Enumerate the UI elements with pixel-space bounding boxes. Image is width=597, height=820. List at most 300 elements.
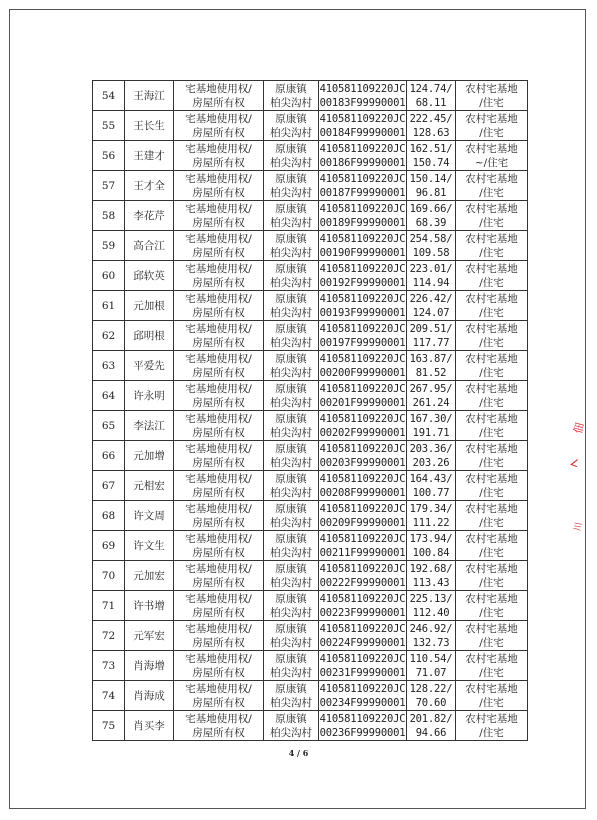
- usage-line: /住宅: [479, 636, 504, 649]
- usage-line: 农村宅基地: [465, 82, 518, 95]
- usage-line: /住宅: [479, 246, 504, 259]
- right-type-line: 房屋所有权: [192, 366, 245, 379]
- location-line: 原康镇: [275, 682, 307, 695]
- right-type-cell: [174, 171, 264, 201]
- row-number-cell: 63: [93, 351, 125, 381]
- owner-name-cell: 许永明: [125, 381, 174, 411]
- usage-line: 农村宅基地: [465, 412, 518, 425]
- table-row: [93, 441, 528, 471]
- unit-code-cell: [319, 471, 407, 501]
- unit-code-cell: [319, 261, 407, 291]
- area-line: 81.52: [415, 366, 447, 379]
- location-cell: [264, 231, 319, 261]
- usage-line: /住宅: [479, 546, 504, 559]
- unit-code-line: 410581109220JC: [319, 112, 406, 125]
- row-number-cell: 61: [93, 291, 125, 321]
- table-row: [93, 201, 528, 231]
- right-type-line: 房屋所有权: [192, 606, 245, 619]
- location-line: 原康镇: [275, 502, 307, 515]
- right-type-line: 房屋所有权: [192, 126, 245, 139]
- unit-code-line: 410581109220JC: [319, 652, 406, 665]
- right-type-cell: [174, 471, 264, 501]
- location-line: 柏尖沟村: [270, 486, 312, 499]
- area-cell: [407, 471, 456, 501]
- area-line: 100.84: [412, 546, 450, 559]
- usage-cell: [456, 711, 528, 741]
- property-registry-table: [92, 80, 528, 741]
- unit-code-cell: [319, 621, 407, 651]
- table-row: [93, 81, 528, 111]
- right-type-line: 宅基地使用权/: [185, 322, 252, 335]
- table-row: [93, 411, 528, 441]
- unit-code-cell: [319, 201, 407, 231]
- area-line: 150.14/: [409, 172, 453, 185]
- location-line: 原康镇: [275, 442, 307, 455]
- area-line: 111.22: [412, 516, 450, 529]
- usage-line: 农村宅基地: [465, 202, 518, 215]
- location-line: 原康镇: [275, 652, 307, 665]
- usage-line: /住宅: [479, 96, 504, 109]
- page-number: 4 / 6: [288, 748, 309, 758]
- unit-code-line: 00224F99990001: [319, 636, 406, 649]
- location-line: 原康镇: [275, 592, 307, 605]
- unit-code-line: 00203F99990001: [319, 456, 406, 469]
- right-type-line: 宅基地使用权/: [185, 112, 252, 125]
- area-line: 173.94/: [409, 532, 453, 545]
- location-line: 柏尖沟村: [270, 726, 312, 739]
- location-line: 柏尖沟村: [270, 246, 312, 259]
- location-line: 柏尖沟村: [270, 426, 312, 439]
- unit-code-line: 00197F99990001: [319, 336, 406, 349]
- row-number-cell: 75: [93, 711, 125, 741]
- row-number-cell: 62: [93, 321, 125, 351]
- location-line: 柏尖沟村: [270, 306, 312, 319]
- area-cell: [407, 591, 456, 621]
- area-cell: [407, 111, 456, 141]
- row-number-cell: 66: [93, 441, 125, 471]
- unit-code-cell: [319, 591, 407, 621]
- row-number-cell: 60: [93, 261, 125, 291]
- usage-line: 农村宅基地: [465, 232, 518, 245]
- usage-line: 农村宅基地: [465, 172, 518, 185]
- usage-line: /住宅: [479, 666, 504, 679]
- location-cell: [264, 711, 319, 741]
- usage-line: 农村宅基地: [465, 652, 518, 665]
- location-cell: [264, 291, 319, 321]
- location-line: 柏尖沟村: [270, 336, 312, 349]
- unit-code-cell: [319, 561, 407, 591]
- location-line: 原康镇: [275, 382, 307, 395]
- right-type-cell: [174, 621, 264, 651]
- owner-name-cell: 肖海增: [125, 651, 174, 681]
- owner-name-cell: 邱明根: [125, 321, 174, 351]
- area-line: 163.87/: [409, 352, 453, 365]
- location-line: 柏尖沟村: [270, 606, 312, 619]
- unit-code-line: 00187F99990001: [319, 186, 406, 199]
- right-type-line: 宅基地使用权/: [185, 292, 252, 305]
- table-row: [93, 231, 528, 261]
- area-line: 246.92/: [409, 622, 453, 635]
- unit-code-line: 410581109220JC: [319, 142, 406, 155]
- owner-name-cell: 王才全: [125, 171, 174, 201]
- area-line: 94.66: [415, 726, 447, 739]
- usage-cell: [456, 201, 528, 231]
- usage-line: 农村宅基地: [465, 622, 518, 635]
- unit-code-line: 410581109220JC: [319, 202, 406, 215]
- location-cell: [264, 651, 319, 681]
- table-row: [93, 621, 528, 651]
- owner-name-cell: 肖买李: [125, 711, 174, 741]
- location-line: 柏尖沟村: [270, 516, 312, 529]
- unit-code-line: 410581109220JC: [319, 562, 406, 575]
- table-row: [93, 141, 528, 171]
- unit-code-line: 00189F99990001: [319, 216, 406, 229]
- area-cell: [407, 531, 456, 561]
- unit-code-line: 00222F99990001: [319, 576, 406, 589]
- usage-line: /住宅: [479, 336, 504, 349]
- row-number-cell: 57: [93, 171, 125, 201]
- right-type-cell: [174, 321, 264, 351]
- location-line: 柏尖沟村: [270, 276, 312, 289]
- owner-name-cell: 王海江: [125, 81, 174, 111]
- area-line: 164.43/: [409, 472, 453, 485]
- unit-code-cell: [319, 231, 407, 261]
- right-type-line: 宅基地使用权/: [185, 682, 252, 695]
- owner-name-cell: 肖海成: [125, 681, 174, 711]
- unit-code-line: 410581109220JC: [319, 382, 406, 395]
- unit-code-line: 00190F99990001: [319, 246, 406, 259]
- location-cell: [264, 141, 319, 171]
- unit-code-line: 00209F99990001: [319, 516, 406, 529]
- unit-code-line: 00231F99990001: [319, 666, 406, 679]
- area-line: 128.63: [412, 126, 450, 139]
- location-line: 原康镇: [275, 112, 307, 125]
- area-line: 109.58: [412, 246, 450, 259]
- table-row: [93, 591, 528, 621]
- location-cell: [264, 261, 319, 291]
- usage-line: 农村宅基地: [465, 562, 518, 575]
- area-line: 112.40: [412, 606, 450, 619]
- location-line: 柏尖沟村: [270, 636, 312, 649]
- usage-line: ~/住宅: [474, 156, 509, 169]
- area-line: 203.36/: [409, 442, 453, 455]
- location-cell: [264, 681, 319, 711]
- usage-cell: [456, 681, 528, 711]
- table-row: [93, 471, 528, 501]
- area-cell: [407, 561, 456, 591]
- table-row: [93, 111, 528, 141]
- area-cell: [407, 441, 456, 471]
- owner-name-cell: 许文生: [125, 531, 174, 561]
- area-line: 167.30/: [409, 412, 453, 425]
- table-row: [93, 351, 528, 381]
- unit-code-cell: [319, 411, 407, 441]
- location-line: 柏尖沟村: [270, 216, 312, 229]
- area-line: 150.74: [412, 156, 450, 169]
- unit-code-cell: [319, 531, 407, 561]
- unit-code-line: 00223F99990001: [319, 606, 406, 619]
- owner-name-cell: 元相宏: [125, 471, 174, 501]
- right-type-line: 宅基地使用权/: [185, 412, 252, 425]
- area-cell: [407, 81, 456, 111]
- unit-code-line: 00202F99990001: [319, 426, 406, 439]
- area-line: 71.07: [415, 666, 447, 679]
- unit-code-line: 410581109220JC: [319, 172, 406, 185]
- right-type-line: 房屋所有权: [192, 426, 245, 439]
- area-cell: [407, 411, 456, 441]
- area-line: 225.13/: [409, 592, 453, 605]
- area-cell: [407, 231, 456, 261]
- area-line: 254.58/: [409, 232, 453, 245]
- location-cell: [264, 531, 319, 561]
- area-line: 124.07: [412, 306, 450, 319]
- usage-line: 农村宅基地: [465, 382, 518, 395]
- usage-line: 农村宅基地: [465, 532, 518, 545]
- right-type-line: 房屋所有权: [192, 186, 245, 199]
- location-cell: [264, 471, 319, 501]
- unit-code-line: 410581109220JC: [319, 472, 406, 485]
- red-stamp-mark: ∠: [568, 456, 581, 471]
- unit-code-cell: [319, 441, 407, 471]
- area-cell: [407, 171, 456, 201]
- unit-code-cell: [319, 351, 407, 381]
- usage-cell: [456, 561, 528, 591]
- area-cell: [407, 681, 456, 711]
- usage-line: /住宅: [479, 576, 504, 589]
- unit-code-cell: [319, 381, 407, 411]
- unit-code-line: 410581109220JC: [319, 622, 406, 635]
- right-type-line: 房屋所有权: [192, 306, 245, 319]
- table-row: [93, 561, 528, 591]
- area-line: 179.34/: [409, 502, 453, 515]
- usage-line: 农村宅基地: [465, 292, 518, 305]
- unit-code-line: 410581109220JC: [319, 442, 406, 455]
- unit-code-line: 410581109220JC: [319, 292, 406, 305]
- location-cell: [264, 171, 319, 201]
- usage-cell: [456, 531, 528, 561]
- registry-table-body: [93, 81, 528, 741]
- location-line: 原康镇: [275, 172, 307, 185]
- right-type-cell: [174, 711, 264, 741]
- usage-line: 农村宅基地: [465, 682, 518, 695]
- row-number-cell: 73: [93, 651, 125, 681]
- usage-line: 农村宅基地: [465, 352, 518, 365]
- owner-name-cell: 许书增: [125, 591, 174, 621]
- table-row: [93, 321, 528, 351]
- right-type-line: 宅基地使用权/: [185, 562, 252, 575]
- right-type-cell: [174, 591, 264, 621]
- row-number-cell: 56: [93, 141, 125, 171]
- usage-cell: [456, 141, 528, 171]
- area-line: 191.71: [412, 426, 450, 439]
- owner-name-cell: 王长生: [125, 111, 174, 141]
- location-line: 柏尖沟村: [270, 666, 312, 679]
- right-type-line: 宅基地使用权/: [185, 532, 252, 545]
- location-line: 柏尖沟村: [270, 366, 312, 379]
- unit-code-line: 00234F99990001: [319, 696, 406, 709]
- table-row: [93, 261, 528, 291]
- usage-cell: [456, 111, 528, 141]
- area-cell: [407, 621, 456, 651]
- area-line: 110.54/: [409, 652, 453, 665]
- usage-line: 农村宅基地: [465, 712, 518, 725]
- unit-code-cell: [319, 171, 407, 201]
- right-type-cell: [174, 441, 264, 471]
- usage-cell: [456, 291, 528, 321]
- right-type-line: 宅基地使用权/: [185, 202, 252, 215]
- location-cell: [264, 351, 319, 381]
- area-line: 124.74/: [409, 82, 453, 95]
- row-number-cell: 59: [93, 231, 125, 261]
- row-number-cell: 65: [93, 411, 125, 441]
- usage-line: /住宅: [479, 306, 504, 319]
- table-row: [93, 381, 528, 411]
- location-cell: [264, 561, 319, 591]
- area-line: 128.22/: [409, 682, 453, 695]
- location-line: 柏尖沟村: [270, 456, 312, 469]
- right-type-line: 宅基地使用权/: [185, 442, 252, 455]
- right-type-line: 房屋所有权: [192, 276, 245, 289]
- location-line: 柏尖沟村: [270, 546, 312, 559]
- unit-code-line: 00186F99990001: [319, 156, 406, 169]
- right-type-cell: [174, 651, 264, 681]
- unit-code-line: 410581109220JC: [319, 352, 406, 365]
- location-cell: [264, 621, 319, 651]
- right-type-line: 房屋所有权: [192, 246, 245, 259]
- usage-line: 农村宅基地: [465, 322, 518, 335]
- right-type-line: 房屋所有权: [192, 216, 245, 229]
- right-type-line: 宅基地使用权/: [185, 712, 252, 725]
- right-type-line: 宅基地使用权/: [185, 352, 252, 365]
- usage-cell: [456, 471, 528, 501]
- location-line: 柏尖沟村: [270, 96, 312, 109]
- unit-code-line: 410581109220JC: [319, 412, 406, 425]
- right-type-cell: [174, 291, 264, 321]
- owner-name-cell: 元加宏: [125, 561, 174, 591]
- unit-code-line: 410581109220JC: [319, 682, 406, 695]
- usage-cell: [456, 411, 528, 441]
- area-line: 169.66/: [409, 202, 453, 215]
- area-line: 68.11: [415, 96, 447, 109]
- location-line: 柏尖沟村: [270, 156, 312, 169]
- location-line: 原康镇: [275, 142, 307, 155]
- right-type-line: 房屋所有权: [192, 666, 245, 679]
- location-cell: [264, 381, 319, 411]
- area-cell: [407, 501, 456, 531]
- usage-line: /住宅: [479, 516, 504, 529]
- area-line: 68.39: [415, 216, 447, 229]
- red-stamp-mark: 佃: [571, 421, 587, 436]
- usage-cell: [456, 171, 528, 201]
- usage-line: /住宅: [479, 426, 504, 439]
- right-type-line: 宅基地使用权/: [185, 172, 252, 185]
- owner-name-cell: 许文周: [125, 501, 174, 531]
- right-type-line: 房屋所有权: [192, 696, 245, 709]
- unit-code-line: 00184F99990001: [319, 126, 406, 139]
- usage-line: /住宅: [479, 726, 504, 739]
- area-cell: [407, 141, 456, 171]
- usage-line: /住宅: [479, 396, 504, 409]
- unit-code-line: 410581109220JC: [319, 232, 406, 245]
- table-row: [93, 681, 528, 711]
- location-line: 柏尖沟村: [270, 186, 312, 199]
- right-type-cell: [174, 231, 264, 261]
- right-type-line: 宅基地使用权/: [185, 472, 252, 485]
- unit-code-line: 410581109220JC: [319, 712, 406, 725]
- usage-line: 农村宅基地: [465, 142, 518, 155]
- right-type-line: 宅基地使用权/: [185, 622, 252, 635]
- location-line: 原康镇: [275, 322, 307, 335]
- owner-name-cell: 高合江: [125, 231, 174, 261]
- location-cell: [264, 81, 319, 111]
- unit-code-line: 00211F99990001: [319, 546, 406, 559]
- area-line: 261.24: [412, 396, 450, 409]
- location-line: 柏尖沟村: [270, 126, 312, 139]
- unit-code-cell: [319, 651, 407, 681]
- unit-code-cell: [319, 681, 407, 711]
- row-number-cell: 72: [93, 621, 125, 651]
- location-line: 原康镇: [275, 412, 307, 425]
- right-type-line: 房屋所有权: [192, 336, 245, 349]
- usage-line: 农村宅基地: [465, 262, 518, 275]
- usage-line: /住宅: [479, 216, 504, 229]
- area-line: 70.60: [415, 696, 447, 709]
- location-line: 原康镇: [275, 712, 307, 725]
- usage-cell: [456, 81, 528, 111]
- usage-line: /住宅: [479, 696, 504, 709]
- row-number-cell: 74: [93, 681, 125, 711]
- row-number-cell: 68: [93, 501, 125, 531]
- location-cell: [264, 591, 319, 621]
- usage-line: 农村宅基地: [465, 112, 518, 125]
- right-type-line: 房屋所有权: [192, 576, 245, 589]
- unit-code-cell: [319, 111, 407, 141]
- usage-line: /住宅: [479, 366, 504, 379]
- usage-cell: [456, 591, 528, 621]
- location-line: 柏尖沟村: [270, 696, 312, 709]
- area-line: 267.95/: [409, 382, 453, 395]
- usage-line: 农村宅基地: [465, 502, 518, 515]
- right-type-cell: [174, 381, 264, 411]
- usage-line: /住宅: [479, 486, 504, 499]
- usage-line: /住宅: [479, 606, 504, 619]
- table-row: [93, 291, 528, 321]
- owner-name-cell: 元军宏: [125, 621, 174, 651]
- right-type-cell: [174, 351, 264, 381]
- area-cell: [407, 201, 456, 231]
- right-type-line: 房屋所有权: [192, 516, 245, 529]
- location-line: 原康镇: [275, 562, 307, 575]
- location-cell: [264, 501, 319, 531]
- area-cell: [407, 321, 456, 351]
- table-row: [93, 171, 528, 201]
- unit-code-line: 410581109220JC: [319, 532, 406, 545]
- location-line: 原康镇: [275, 262, 307, 275]
- area-cell: [407, 651, 456, 681]
- right-type-line: 房屋所有权: [192, 156, 245, 169]
- row-number-cell: 58: [93, 201, 125, 231]
- right-type-cell: [174, 411, 264, 441]
- usage-line: /住宅: [479, 126, 504, 139]
- area-line: 113.43: [412, 576, 450, 589]
- area-line: 132.73: [412, 636, 450, 649]
- usage-line: 农村宅基地: [465, 442, 518, 455]
- right-type-line: 房屋所有权: [192, 726, 245, 739]
- owner-name-cell: 平爱先: [125, 351, 174, 381]
- right-type-line: 宅基地使用权/: [185, 382, 252, 395]
- unit-code-cell: [319, 291, 407, 321]
- usage-cell: [456, 501, 528, 531]
